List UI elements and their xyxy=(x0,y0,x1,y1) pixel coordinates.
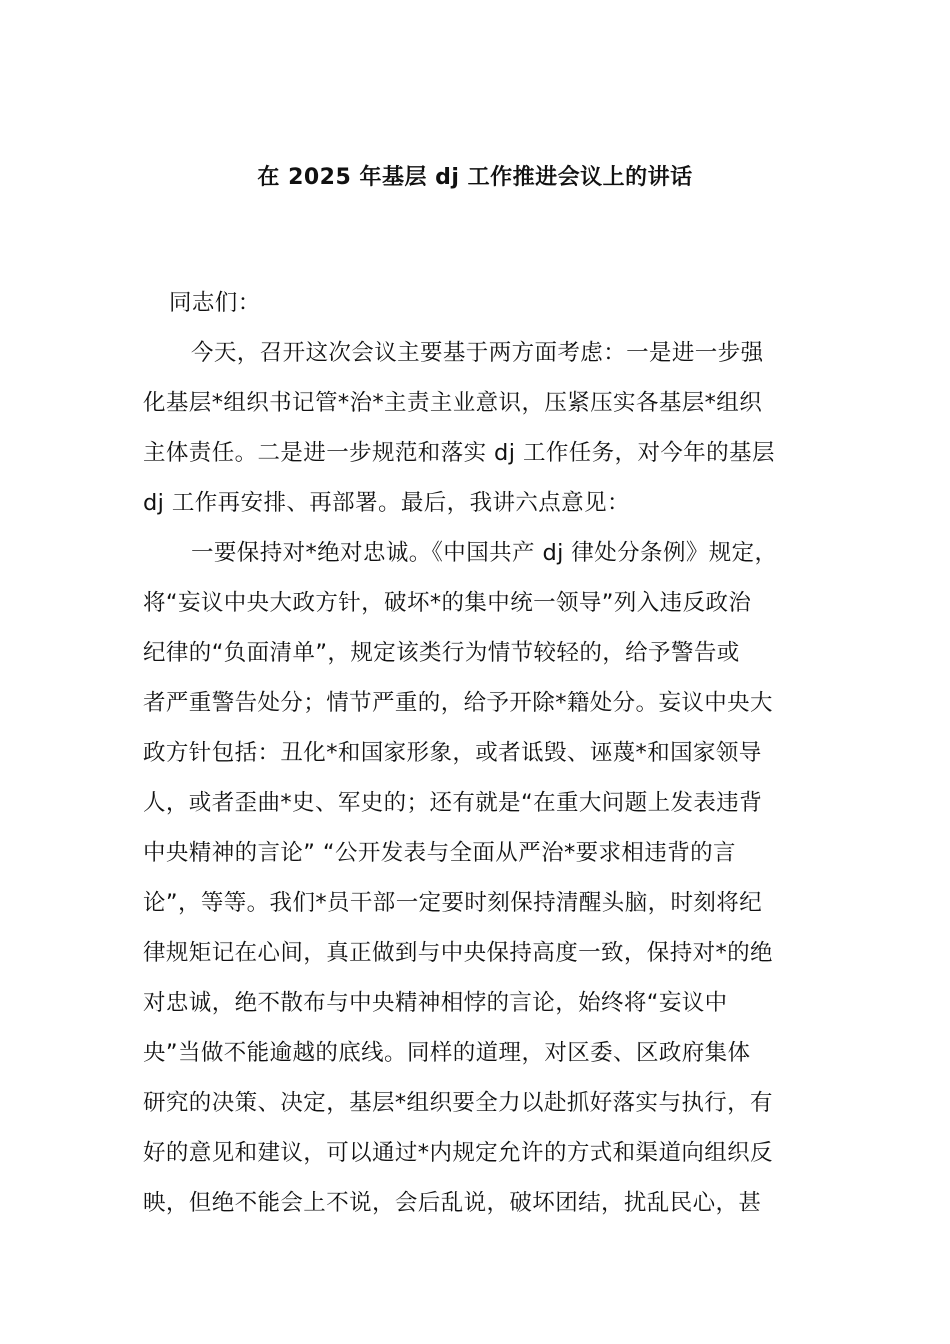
text-line: 律规矩记在心间，真正做到与中央保持高度一致，保持对*的绝 xyxy=(143,940,773,966)
text-line: 一要保持对*绝对忠诚。《中国共产 dj 律处分条例》规定， xyxy=(191,540,778,566)
text-line: 纪律的“负面清单”，规定该类行为情节较轻的，给予警告或 xyxy=(143,640,740,666)
text-line: dj 工作再安排、再部署。最后，我讲六点意见： xyxy=(143,490,630,516)
text-line: 政方针包括：丑化*和国家形象，或者诋毁、诬蔑*和国家领导 xyxy=(143,740,762,766)
text-line: 者严重警告处分；情节严重的，给予开除*籍处分。妄议中央大 xyxy=(143,690,773,716)
text-line: 人，或者歪曲*史、军史的；还有就是“在重大问题上发表违背 xyxy=(143,790,763,816)
text-line: 对忠诚，绝不散布与中央精神相悖的言论，始终将“妄议中 xyxy=(143,990,728,1016)
text-line: 研究的决策、决定，基层*组织要全力以赴抓好落实与执行，有 xyxy=(143,1090,773,1116)
text-line: 主体责任。二是进一步规范和落实 dj 工作任务，对今年的基层 xyxy=(143,440,775,466)
document-body xyxy=(143,278,813,1228)
salutation: 同志们： xyxy=(169,290,261,316)
text-line: 将“妄议中央大政方针，破坏*的集中统一领导”列入违反政治 xyxy=(143,590,752,616)
text-line: 好的意见和建议，可以通过*内规定允许的方式和渠道向组织反 xyxy=(143,1140,773,1166)
text-line: 今天，召开这次会议主要基于两方面考虑：一是进一步强 xyxy=(191,340,764,366)
text-line: 论”，等等。我们*员干部一定要时刻保持清醒头脑，时刻将纪 xyxy=(143,890,763,916)
text-line: 央”当做不能逾越的底线。同样的道理，对区委、区政府集体 xyxy=(143,1040,751,1066)
text-line: 中央精神的言论” “公开发表与全面从严治*要求相违背的言 xyxy=(143,840,736,866)
document-title: 在 2025 年基层 dj 工作推进会议上的讲话 xyxy=(257,165,693,190)
text-line: 映，但绝不能会上不说，会后乱说，破坏团结，扰乱民心，甚 xyxy=(143,1190,762,1216)
body-lines xyxy=(143,328,813,1228)
text-line: 化基层*组织书记管*治*主责主业意识，压紧压实各基层*组织 xyxy=(143,390,763,416)
